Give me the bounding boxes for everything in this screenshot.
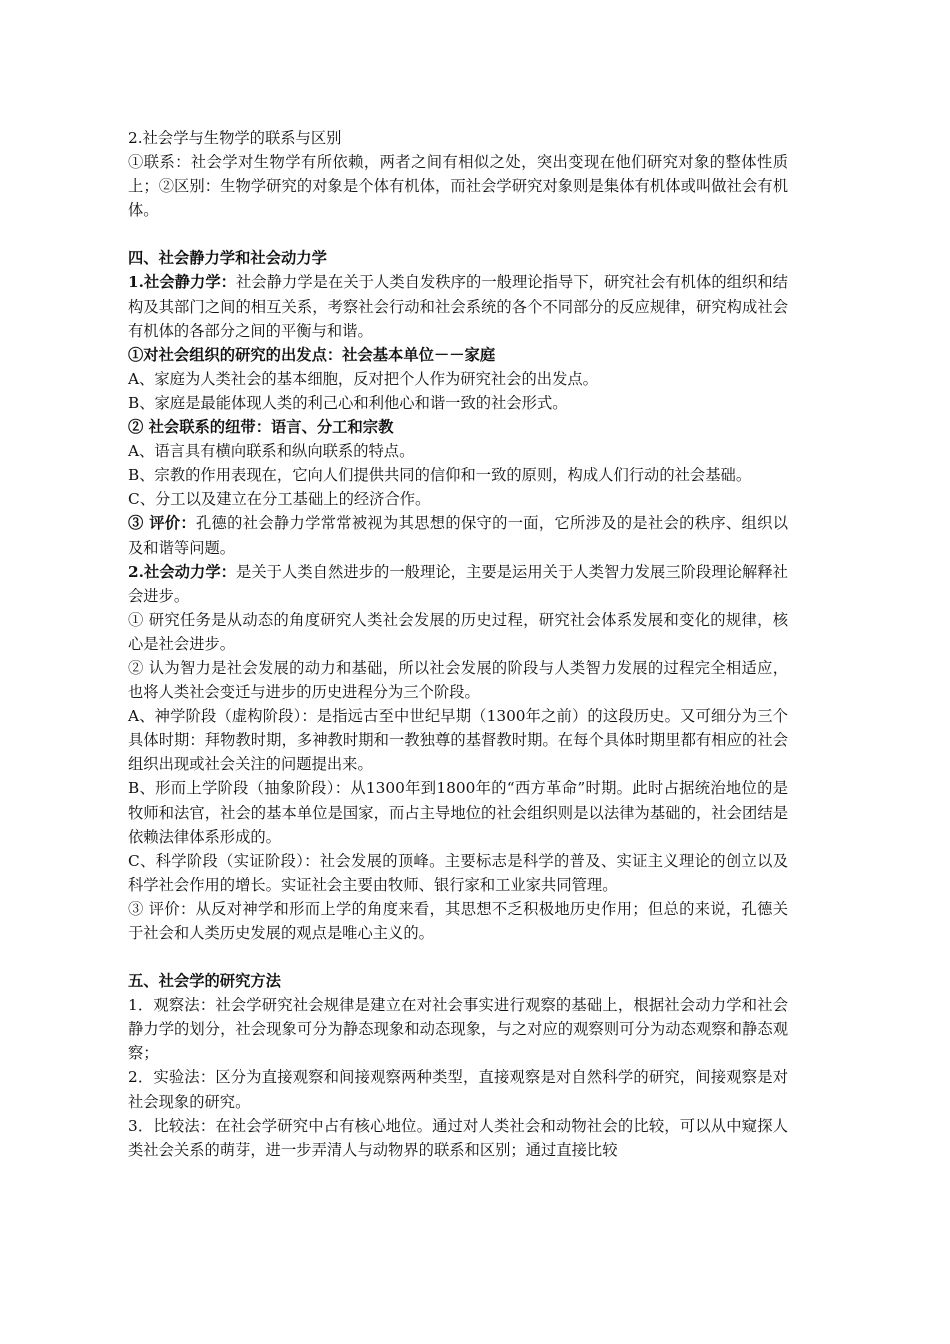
point-1-heading: ①对社会组织的研究的出发点：社会基本单位－－家庭: [128, 345, 496, 364]
method-3: 3．比较法：在社会学研究中占有核心地位。通过对人类社会和动物社会的比较，可以从中窥探人类社会关系的萌芽，进一步弄清人与动物界的联系和区别；通过直接比较: [128, 1116, 788, 1159]
point-2-item-a: A、语言具有横向联系和纵向联系的特点。: [128, 442, 415, 461]
point-3-paragraph: [128, 511, 788, 559]
dynamics-point-3: ③ 评价：从反对神学和形而上学的角度来看，其思想不乏积极地历史作用；但总的来说，孔德关于社会和人类历史发展的观点是唯心主义的。: [128, 899, 788, 942]
point-1-item-b: B、家庭是最能体现人类的利己心和利他心和谐一致的社会形式。: [128, 393, 568, 412]
method-1: 1．观察法：社会学研究社会规律是建立在对社会事实进行观察的基础上，根据社会动力学和社会静力学的划分，社会现象可分为静态现象和动态现象，与之对应的观察则可分为动态观察和静态观察；: [128, 996, 788, 1063]
point-3-body: 孔德的社会静力学常常被视为其思想的保守的一面，它所涉及的是社会的秩序、组织以及和谐等问题。: [128, 514, 788, 557]
statics-body: 社会静力学是在关于人类自发秩序的一般理论指导下，研究社会有机体的组织和结构及其部门之间的相互关系，考察社会行动和社会系统的各个不同部分的反应规律，研究构成社会有机体的各部分之间的平衡与和谐。: [128, 273, 788, 340]
dynamics-body: 是关于人类自然进步的一般理论，主要是运用关于人类智力发展三阶段理论解释社会进步。: [128, 562, 788, 605]
dynamics-paragraph: [128, 560, 788, 608]
section-2-body: ①联系：社会学对生物学有所依赖，两者之间有相似之处，突出变现在他们研究对象的整体性质上；②区别：生物学研究的对象是个体有机体，而社会学研究对象则是集体有机体或叫做社会有机体。: [128, 153, 788, 220]
statics-label: 1.社会静力学：: [128, 273, 237, 292]
stage-b: B、形而上学阶段（抽象阶段）：从1300年到1800年的“西方革命”时期。此时占据统治地位的是牧师和法官，社会的基本单位是国家，而占主导地位的社会组织则是以法律为基础的，社会团结是依赖法律体系形成的。: [128, 779, 788, 846]
section-4-heading: 四、社会静力学和社会动力学: [128, 249, 327, 268]
dynamics-point-2: ② 认为智力是社会发展的动力和基础，所以社会发展的阶段与人类智力发展的过程完全相适应，也将人类社会变迁与进步的历史进程分为三个阶段。: [128, 658, 788, 702]
spacer: [128, 945, 788, 969]
point-2-heading: ② 社会联系的纽带：语言、分工和宗教: [128, 418, 394, 437]
section-2-heading: 2.社会学与生物学的联系与区别: [128, 129, 342, 147]
point-2-item-b: B、宗教的作用表现在，它向人们提供共同的信仰和一致的原则，构成人们行动的社会基础。: [128, 466, 752, 485]
dynamics-point-1: ① 研究任务是从动态的角度研究人类社会发展的历史过程，研究社会体系发展和变化的规律，核心是社会进步。: [128, 610, 788, 653]
section-5-heading: 五、社会学的研究方法: [128, 972, 281, 991]
stage-c: C、科学阶段（实证阶段）：社会发展的顶峰。主要标志是科学的普及、实证主义理论的创立以及科学社会作用的增长。实证社会主要由牧师、银行家和工业家共同管理。: [128, 851, 788, 894]
point-1-item-a: A、家庭为人类社会的基本细胞，反对把个人作为研究社会的出发点。: [128, 369, 598, 388]
point-3-label: ③ 评价：: [128, 514, 196, 533]
spacer: [128, 222, 788, 246]
point-2-item-c: C、分工以及建立在分工基础上的经济合作。: [128, 490, 431, 509]
dynamics-label: 2.社会动力学：: [128, 562, 237, 581]
statics-paragraph: [128, 270, 788, 342]
stage-a: A、神学阶段（虚构阶段）：是指远古至中世纪早期（1300年之前）的这段历史。又可细分为三个具体时期：拜物教时期，多神教时期和一教独尊的基督教时期。在每个具体时期里都有相应的社会组织出现或社会关注的问题提出来。: [128, 707, 788, 774]
document-page: [128, 126, 788, 1162]
method-2: 2．实验法：区分为直接观察和间接观察两种类型，直接观察是对自然科学的研究，间接观察是对社会现象的研究。: [128, 1068, 788, 1111]
